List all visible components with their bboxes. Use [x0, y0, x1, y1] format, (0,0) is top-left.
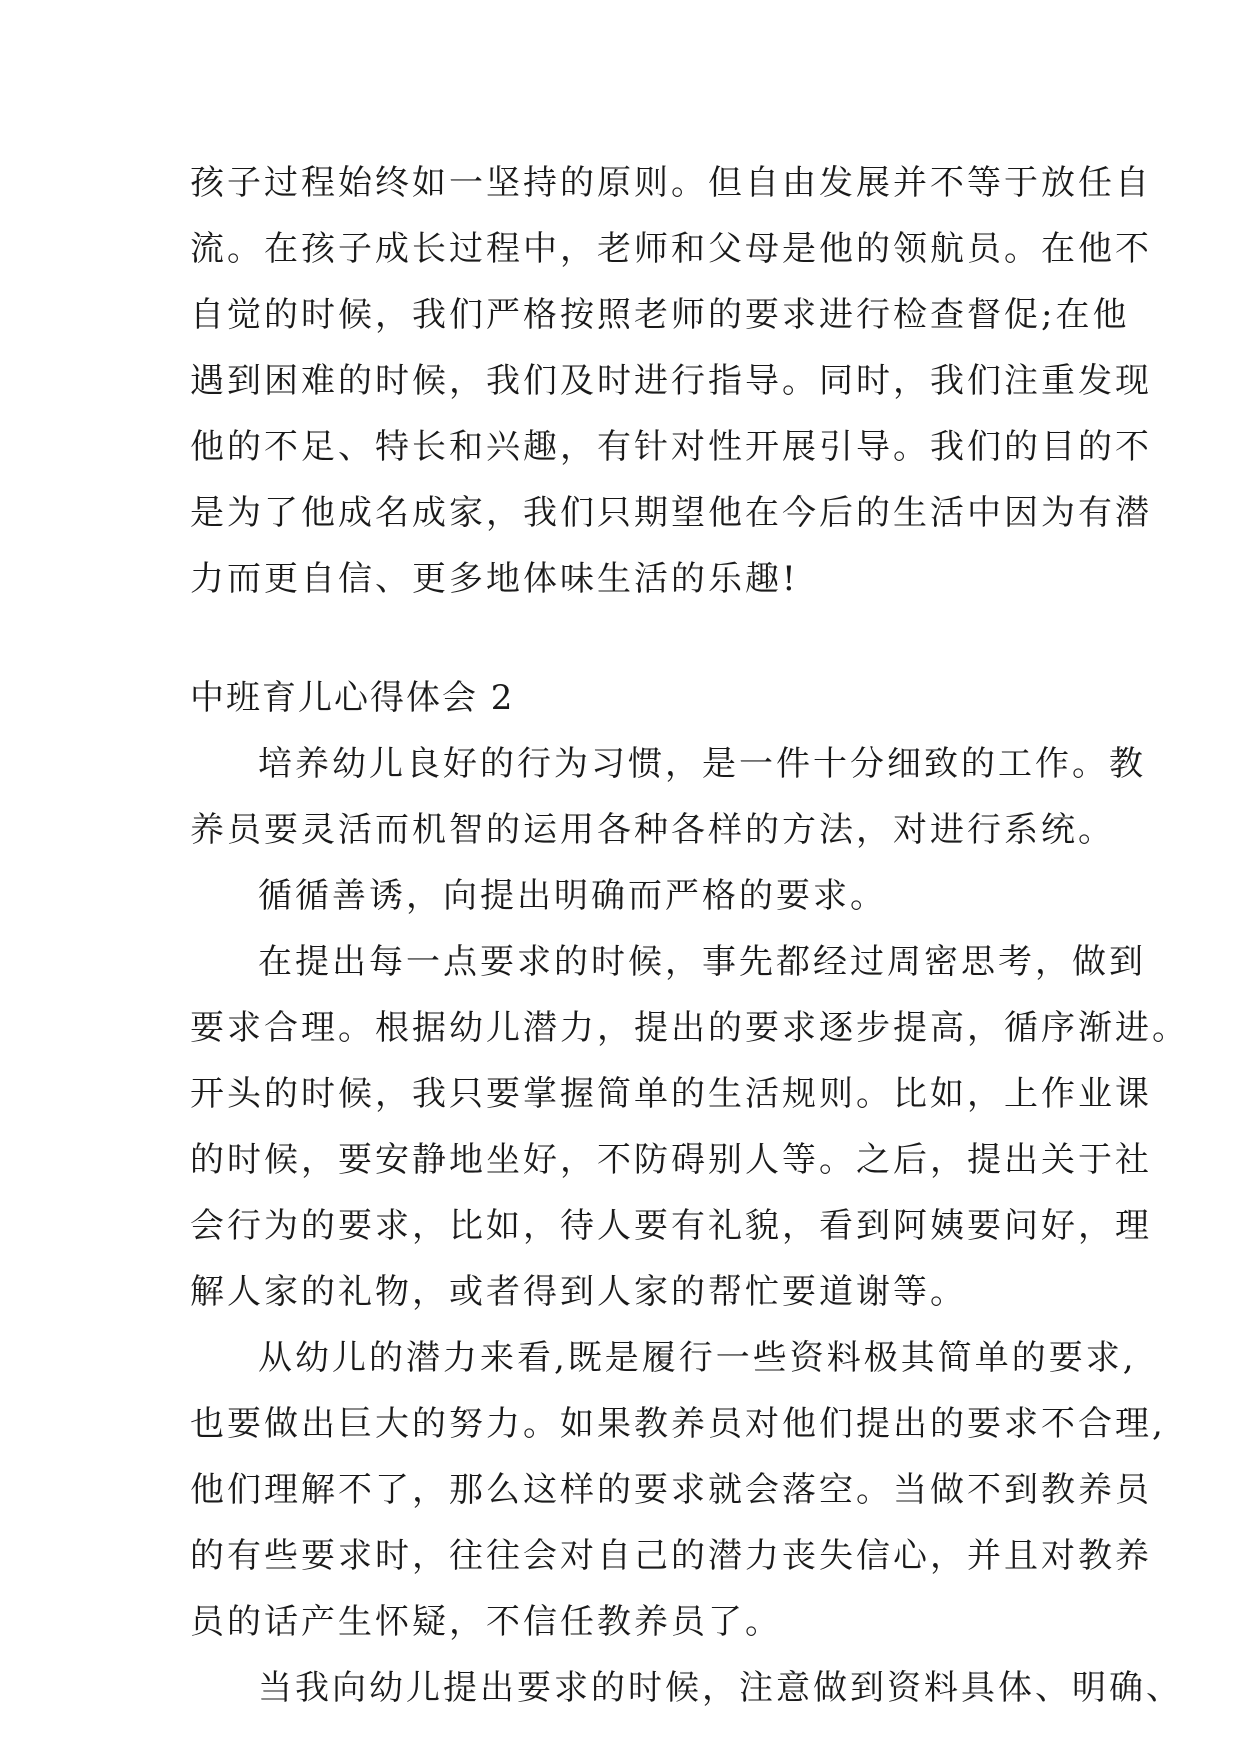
- text-line: 会行为的要求，比如，待人要有礼貌，看到阿姨要问好，理: [190, 1206, 1152, 1246]
- text-line: 要求合理。根据幼儿潜力，提出的要求逐步提高，循序渐进。: [190, 1008, 1189, 1048]
- text-line: 员的话产生怀疑，不信任教养员了。: [190, 1602, 782, 1642]
- text-line: 培养幼儿良好的行为习惯，是一件十分细致的工作。教: [258, 744, 1146, 784]
- text-line: 开头的时候，我只要掌握简单的生活规则。比如，上作业课: [190, 1074, 1152, 1114]
- text-line: 的时候，要安静地坐好，不防碍别人等。之后，提出关于社: [190, 1140, 1152, 1180]
- text-line: 自觉的时候，我们严格按照老师的要求进行检查督促;在他: [190, 295, 1130, 335]
- text-line: 从幼儿的潜力来看,既是履行一些资料极其简单的要求,: [258, 1338, 1137, 1378]
- section-heading: 中班育儿心得体会 2: [190, 678, 515, 718]
- text-line: 孩子过程始终如一坚持的原则。但自由发展并不等于放任自: [190, 163, 1152, 203]
- text-line: 他们理解不了，那么这样的要求就会落空。当做不到教养员: [190, 1470, 1152, 1510]
- text-line: 当我向幼儿提出要求的时候，注意做到资料具体、明确、: [258, 1668, 1183, 1708]
- text-line: 的有些要求时，往往会对自己的潜力丧失信心，并且对教养: [190, 1536, 1152, 1576]
- text-line: 是为了他成名成家，我们只期望他在今后的生活中因为有潜: [190, 493, 1152, 533]
- text-line: 养员要灵活而机智的运用各种各样的方法，对进行系统。: [190, 810, 1115, 850]
- text-line: 解人家的礼物，或者得到人家的帮忙要道谢等。: [190, 1272, 967, 1312]
- text-line: 循循善诱，向提出明确而严格的要求。: [258, 876, 887, 916]
- text-line: 也要做出巨大的努力。如果教养员对他们提出的要求不合理,: [190, 1404, 1166, 1444]
- text-line: 在提出每一点要求的时候，事先都经过周密思考，做到: [258, 942, 1146, 982]
- text-line: 流。在孩子成长过程中，老师和父母是他的领航员。在他不: [190, 229, 1152, 269]
- text-line: 力而更自信、更多地体味生活的乐趣!: [190, 559, 799, 599]
- text-line: 遇到困难的时候，我们及时进行指导。同时，我们注重发现: [190, 361, 1152, 401]
- text-line: 他的不足、特长和兴趣，有针对性开展引导。我们的目的不: [190, 427, 1152, 467]
